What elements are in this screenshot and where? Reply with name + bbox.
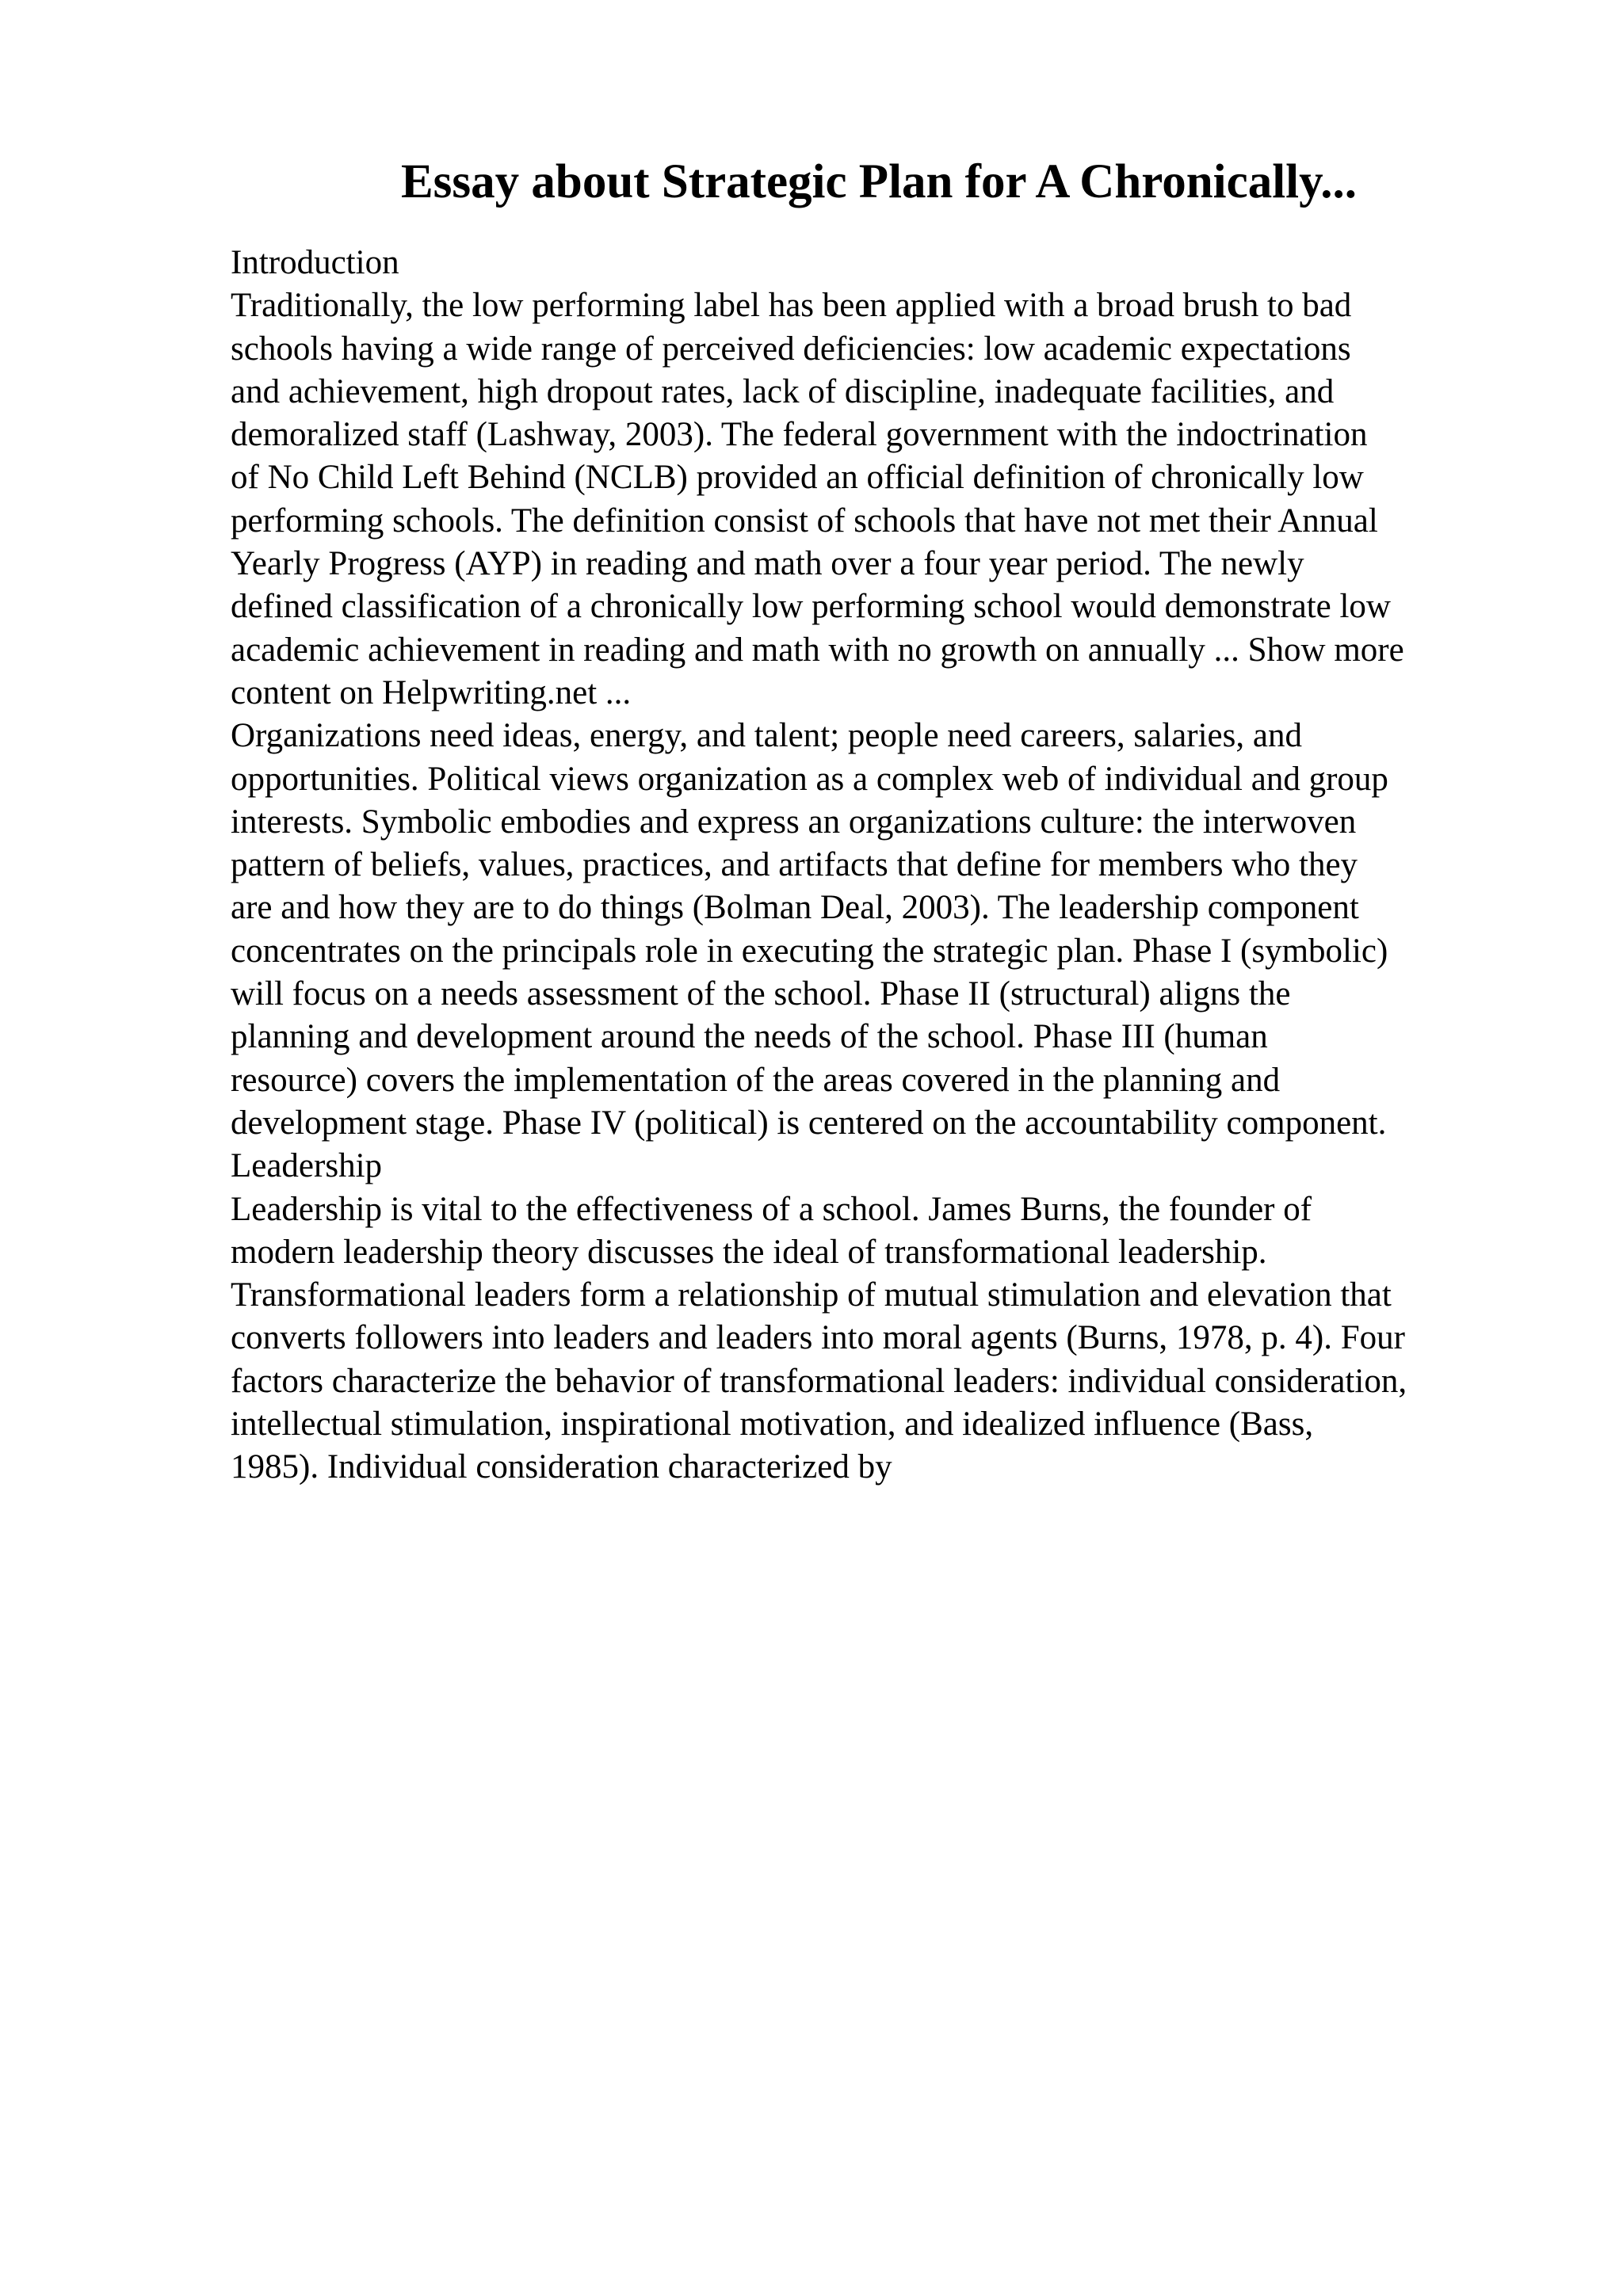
body-line: converts followers into leaders and leaders into moral agents (Burns, 1978, p. 4). Four <box>231 1319 1405 1357</box>
body-line: are and how they are to do things (Bolman Deal, 2003). The leadership component <box>231 889 1359 927</box>
document-body <box>231 242 1594 1489</box>
body-line: defined classification of a chronically low performing school would demonstrate low <box>231 588 1391 626</box>
body-line: Leadership is vital to the effectiveness of a school. James Burns, the founder of <box>231 1190 1312 1228</box>
body-line: performing schools. The definition consist of schools that have not met their Annual <box>231 502 1378 540</box>
body-line: opportunities. Political views organization as a complex web of individual and group <box>231 760 1388 798</box>
body-line: resource) covers the implementation of the areas covered in the planning and <box>231 1061 1281 1099</box>
body-line: intellectual stimulation, inspirational motivation, and idealized influence (Bass, <box>231 1405 1314 1444</box>
body-line: factors characterize the behavior of transformational leaders: individual consideration, <box>231 1362 1407 1400</box>
body-line: concentrates on the principals role in executing the strategic plan. Phase I (symbolic) <box>231 932 1388 970</box>
body-line: planning and development around the needs of the school. Phase III (human <box>231 1018 1268 1056</box>
body-line: Transformational leaders form a relationship of mutual stimulation and elevation that <box>231 1276 1392 1314</box>
body-line: will focus on a needs assessment of the school. Phase II (structural) aligns the <box>231 975 1291 1013</box>
section-heading-introduction: Introduction <box>231 244 399 281</box>
body-line: and achievement, high dropout rates, lack of discipline, inadequate facilities, and <box>231 372 1335 410</box>
body-line: of No Child Left Behind (NCLB) provided an official definition of chronically low <box>231 459 1364 497</box>
body-line: 1985). Individual consideration characterized by <box>231 1448 892 1486</box>
body-line: development stage. Phase IV (political) is centered on the accountability component. <box>231 1104 1387 1142</box>
body-line: pattern of beliefs, values, practices, and artifacts that define for members who they <box>231 846 1358 884</box>
body-line: demoralized staff (Lashway, 2003). The federal government with the indoctrination <box>231 416 1368 454</box>
body-line: academic achievement in reading and math with no growth on annually ... Show more <box>231 631 1404 669</box>
document-title: Essay about Strategic Plan for A Chronically... <box>401 155 1357 208</box>
body-line: modern leadership theory discusses the ideal of transformational leadership. <box>231 1233 1267 1271</box>
body-line: schools having a wide range of perceived deficiencies: low academic expectations <box>231 330 1351 368</box>
body-line: interests. Symbolic embodies and express an organizations culture: the interwoven <box>231 803 1357 841</box>
body-line: Yearly Progress (AYP) in reading and math over a four year period. The newly <box>231 545 1304 583</box>
section-heading-leadership: Leadership <box>231 1147 383 1185</box>
body-line: Traditionally, the low performing label has been applied with a broad brush to bad <box>231 287 1352 325</box>
body-line: Organizations need ideas, energy, and talent; people need careers, salaries, and <box>231 717 1302 755</box>
body-line: content on Helpwriting.net ... <box>231 673 632 711</box>
